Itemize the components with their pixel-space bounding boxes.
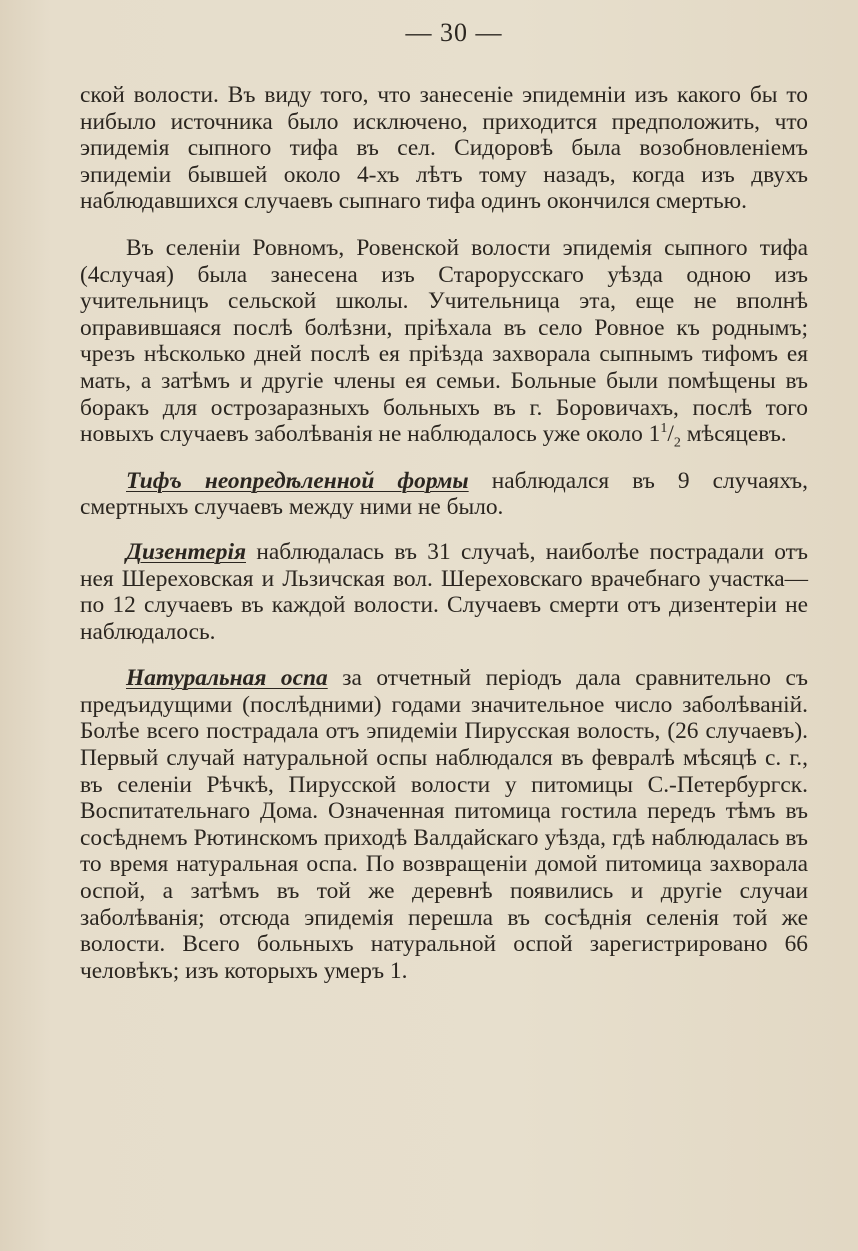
- paragraph-text: наблюдался въ 9 случаяхъ, смертныхъ случаевъ между ними не было.: [80, 467, 808, 521]
- fraction-denominator: 2: [673, 435, 681, 451]
- fraction-whole: 1: [648, 421, 661, 448]
- paragraph-text: ской волости. Въ виду того, что занесеніе эпидемніи изъ какого бы то нибыло источника было исключено, приходится предположить, что эпидемія сыпного тифа въ сел. Сидоровѣ была возобновленіемъ эпидеміи бывшей около 4-хъ лѣтъ тому назадъ, когда изъ двухъ наблюдавшихся случаевъ сыпнаго тифа одинъ окончился смертью.: [80, 82, 808, 215]
- disease-term: Натуральная оспа: [126, 665, 328, 692]
- paragraph-text: наблюдалась въ 31 случаѣ, наиболѣе пострадали отъ нея Шереховская и Льзичская вол. Шереховскаго врачебнаго участка—по 12 случаевъ въ каждой волости. Случаевъ смерти отъ дизентеріи не наблюдалось.: [80, 538, 808, 645]
- paragraph-text: за отчетный періодъ дала сравнительно съ предъидущими (послѣдними) годами значительное число заболѣваній. Болѣе всего пострадала отъ эпидеміи Пирусская волость, (26 случаевъ). Первый случай натуральной оспы наблюдался въ февралѣ мѣсяцѣ с. г., въ селеніи Рѣчкѣ, Пирусской волости у питомицы С.-Петербургск. Воспитательнаго Дома. Означенная питомица гостила передъ тѣмъ въ сосѣднемъ Рютинскомъ приходѣ Валдайскаго уѣзда, гдѣ наблюдалась въ то время натуральная оспа. По возвращеніи домой питомица захворала оспой, а затѣмъ въ той же деревнѣ появились и другіе случаи заболѣванія; отсюда эпидемія перешла въ сосѣднія селенія той же волости. Всего больныхъ натуральной оспой зарегистрировано 66 человѣкъ; изъ которыхъ умеръ 1.: [80, 665, 808, 984]
- fraction-separator: /: [667, 421, 674, 448]
- paragraph-smallpox: [80, 665, 808, 984]
- disease-term: Дизентерія: [126, 538, 246, 565]
- page-number: — 30 —: [405, 18, 503, 47]
- paragraph-dysentery: [80, 539, 808, 645]
- paragraph-typhus-sidorovo: [80, 82, 808, 215]
- disease-term: Тифъ неопредѣленной формы: [126, 467, 469, 494]
- paragraph-text: мѣсяцевъ.: [680, 421, 787, 448]
- paragraph-typhus-rovnoe: [80, 234, 808, 451]
- paragraph-typhus-undetermined: [80, 468, 808, 521]
- fraction-numerator: 1: [660, 421, 668, 437]
- paragraph-text: Въ селеніи Ровномъ, Ровенской волости эпидемія сыпного тифа (4случая) была занесена изъ Старорусскаго уѣзда одною изъ учительницъ сельской школы. Учительница эта, еще не вполнѣ оправившаяся послѣ болѣзни, пріѣхала въ село Ровное къ роднымъ; чрезъ нѣсколько дней послѣ ея пріѣзда захворала сыпнымъ тифомъ ея мать, а затѣмъ и другіе члены ея семьи. Больные были помѣщены въ боракъ для острозаразныхъ больныхъ въ г. Боровичахъ, послѣ того новыхъ случаевъ заболѣванія не наблюдалось уже около: [80, 234, 808, 448]
